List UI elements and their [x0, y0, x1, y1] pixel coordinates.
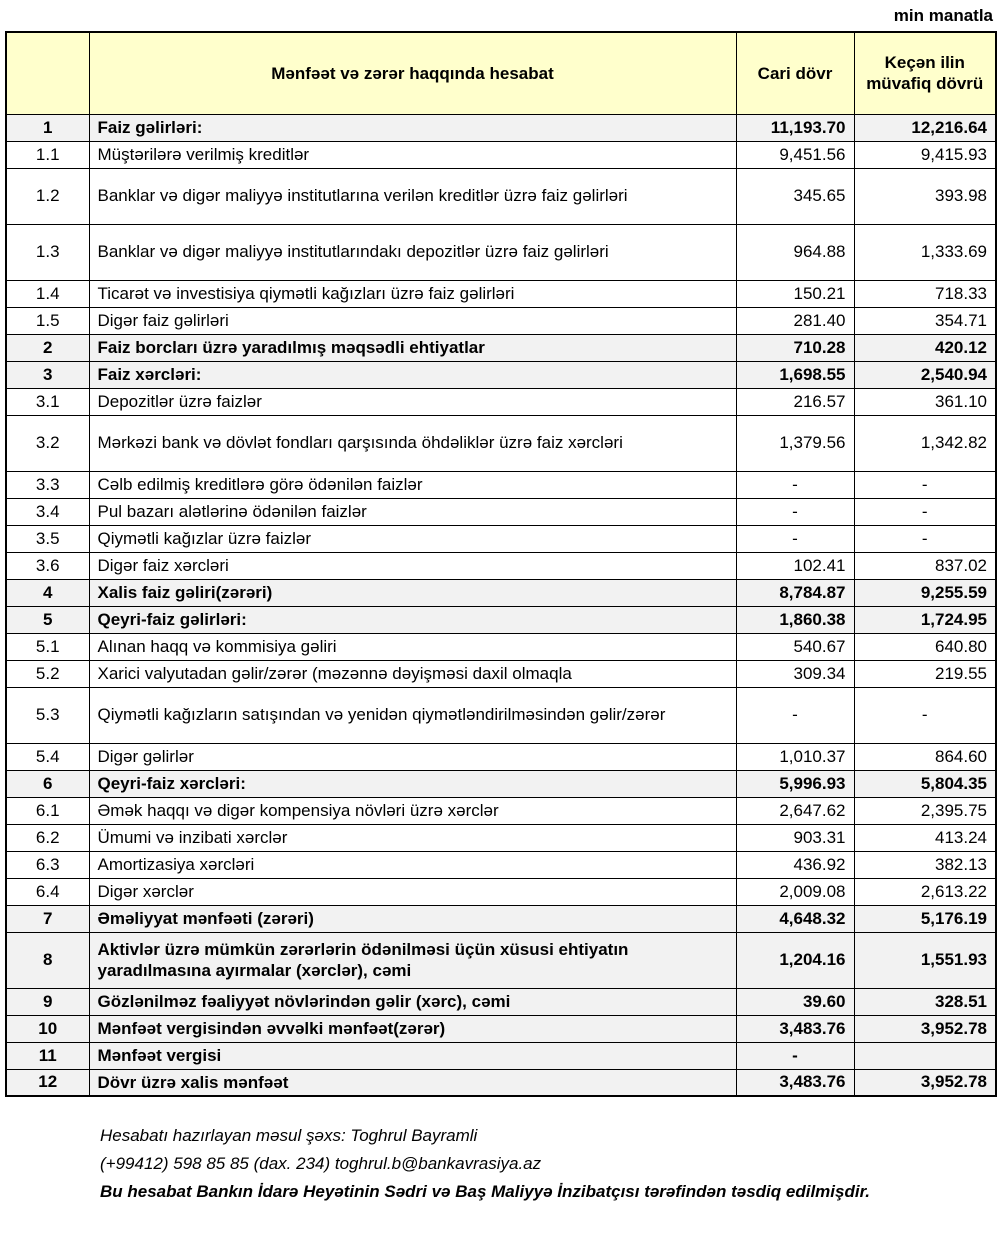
cell-previous: 3,952.78: [854, 1069, 996, 1096]
cell-current: -: [736, 687, 854, 743]
cell-label: Mənfəət vergisi: [89, 1042, 736, 1069]
cell-num: 6.1: [6, 797, 89, 824]
cell-label: Xarici valyutadan gəlir/zərər (məzənnə dəyişməsi daxil olmaqla: [89, 660, 736, 687]
table-row: [6, 878, 996, 905]
cell-previous: 2,540.94: [854, 361, 996, 388]
prepared-by-line: Hesabatı hazırlayan məsul şəxs: Toghrul Bayramli: [100, 1126, 478, 1145]
table-row: [6, 114, 996, 141]
cell-current: 3,483.76: [736, 1015, 854, 1042]
header-current-period: Cari dövr: [736, 32, 854, 114]
cell-label: Ümumi və inzibati xərclər: [89, 824, 736, 851]
cell-previous: 1,551.93: [854, 932, 996, 988]
cell-current: 309.34: [736, 660, 854, 687]
cell-label: Müştərilərə verilmiş kreditlər: [89, 141, 736, 168]
cell-label: Qeyri-faiz gəlirləri:: [89, 606, 736, 633]
contact-line: (+99412) 598 85 85 (dax. 234) toghrul.b@bankavrasiya.az: [100, 1154, 542, 1173]
table-row: [6, 498, 996, 525]
table-row: [6, 797, 996, 824]
approval-line: Bu hesabat Bankın İdarə Heyətinin Sədri və Baş Maliyyə İnzibatçısı tərəfindən təsdiq edilmişdir.: [100, 1182, 870, 1201]
cell-label: Qeyri-faiz xərcləri:: [89, 770, 736, 797]
table-row: [6, 1069, 996, 1096]
cell-current: 1,860.38: [736, 606, 854, 633]
table-row: [6, 606, 996, 633]
cell-label: Cəlb edilmiş kreditlərə görə ödənilən faizlər: [89, 471, 736, 498]
header-row: [6, 32, 996, 114]
cell-previous: -: [854, 498, 996, 525]
cell-num: 1.4: [6, 280, 89, 307]
cell-current: 2,009.08: [736, 878, 854, 905]
cell-num: 1.5: [6, 307, 89, 334]
cell-previous: 1,724.95: [854, 606, 996, 633]
table-row: [6, 687, 996, 743]
cell-current: 150.21: [736, 280, 854, 307]
cell-current: 345.65: [736, 168, 854, 224]
table-row: [6, 905, 996, 932]
cell-label: Alınan haqq və kommisiya gəliri: [89, 633, 736, 660]
cell-label: Dövr üzrə xalis mənfəət: [89, 1069, 736, 1096]
table-row: [6, 224, 996, 280]
table-row: [6, 988, 996, 1015]
cell-label: Mənfəət vergisindən əvvəlki mənfəət(zərər): [89, 1015, 736, 1042]
cell-label: Faiz gəlirləri:: [89, 114, 736, 141]
cell-current: 3,483.76: [736, 1069, 854, 1096]
cell-label: Qiymətli kağızlar üzrə faizlər: [89, 525, 736, 552]
cell-previous: 1,333.69: [854, 224, 996, 280]
cell-num: 3.6: [6, 552, 89, 579]
table-row: [6, 932, 996, 988]
table-row: [6, 552, 996, 579]
cell-num: 11: [6, 1042, 89, 1069]
cell-num: 2: [6, 334, 89, 361]
cell-num: 10: [6, 1015, 89, 1042]
cell-label: Faiz borcları üzrə yaradılmış məqsədli ehtiyatlar: [89, 334, 736, 361]
cell-current: 1,204.16: [736, 932, 854, 988]
cell-label: Qiymətli kağızların satışından və yenidən qiymətləndirilməsindən gəlir/zərər: [89, 687, 736, 743]
table-row: [6, 770, 996, 797]
cell-previous: 640.80: [854, 633, 996, 660]
cell-label: Ticarət və investisiya qiymətli kağızları üzrə faiz gəlirləri: [89, 280, 736, 307]
cell-previous: 9,415.93: [854, 141, 996, 168]
cell-previous: 328.51: [854, 988, 996, 1015]
cell-previous: [854, 1042, 996, 1069]
cell-current: 216.57: [736, 388, 854, 415]
cell-num: 5.3: [6, 687, 89, 743]
cell-label: Gözlənilməz fəaliyyət növlərindən gəlir (xərc), cəmi: [89, 988, 736, 1015]
cell-label: Digər faiz xərcləri: [89, 552, 736, 579]
cell-label: Banklar və digər maliyyə institutlarına verilən kreditlər üzrə faiz gəlirləri: [89, 168, 736, 224]
cell-num: 1.3: [6, 224, 89, 280]
cell-previous: 864.60: [854, 743, 996, 770]
cell-current: 1,379.56: [736, 415, 854, 471]
cell-label: Digər xərclər: [89, 878, 736, 905]
cell-num: 6.3: [6, 851, 89, 878]
table-row: [6, 525, 996, 552]
cell-num: 5.4: [6, 743, 89, 770]
table-row: [6, 851, 996, 878]
cell-num: 6: [6, 770, 89, 797]
cell-previous: 393.98: [854, 168, 996, 224]
cell-label: Faiz xərcləri:: [89, 361, 736, 388]
cell-label: Pul bazarı alətlərinə ödənilən faizlər: [89, 498, 736, 525]
table-row: [6, 1042, 996, 1069]
cell-previous: 361.10: [854, 388, 996, 415]
header-previous-period: Keçən ilin müvafiq dövrü: [854, 32, 996, 114]
cell-current: -: [736, 525, 854, 552]
cell-label: Digər faiz gəlirləri: [89, 307, 736, 334]
cell-num: 5.1: [6, 633, 89, 660]
cell-num: 3.4: [6, 498, 89, 525]
cell-current: 9,451.56: [736, 141, 854, 168]
cell-num: 5: [6, 606, 89, 633]
cell-label: Xalis faiz gəliri(zərəri): [89, 579, 736, 606]
table-row: [6, 579, 996, 606]
cell-num: 6.2: [6, 824, 89, 851]
cell-current: 11,193.70: [736, 114, 854, 141]
table-body: [6, 114, 996, 1096]
table-row: [6, 280, 996, 307]
cell-previous: 354.71: [854, 307, 996, 334]
cell-label: Depozitlər üzrə faizlər: [89, 388, 736, 415]
cell-previous: 1,342.82: [854, 415, 996, 471]
cell-current: 1,698.55: [736, 361, 854, 388]
table-row: [6, 307, 996, 334]
table-header: [6, 32, 996, 114]
table-row: [6, 361, 996, 388]
cell-num: 4: [6, 579, 89, 606]
cell-current: 903.31: [736, 824, 854, 851]
cell-previous: 2,395.75: [854, 797, 996, 824]
table-row: [6, 471, 996, 498]
cell-previous: -: [854, 525, 996, 552]
cell-label: Əmək haqqı və digər kompensiya növləri üzrə xərclər: [89, 797, 736, 824]
cell-num: 5.2: [6, 660, 89, 687]
cell-label: Aktivlər üzrə mümkün zərərlərin ödənilməsi üçün xüsusi ehtiyatın yaradılmasına ayırmalar (xərclər), cəmi: [89, 932, 736, 988]
cell-current: 1,010.37: [736, 743, 854, 770]
cell-num: 3.3: [6, 471, 89, 498]
cell-previous: 5,176.19: [854, 905, 996, 932]
cell-label: Digər gəlirlər: [89, 743, 736, 770]
cell-current: 4,648.32: [736, 905, 854, 932]
unit-label: min manatla: [893, 6, 993, 25]
cell-current: 540.67: [736, 633, 854, 660]
cell-previous: 837.02: [854, 552, 996, 579]
header-title: Mənfəət və zərər haqqında hesabat: [89, 32, 736, 114]
cell-label: Mərkəzi bank və dövlət fondları qarşısında öhdəliklər üzrə faiz xərcləri: [89, 415, 736, 471]
cell-previous: 2,613.22: [854, 878, 996, 905]
table-row: [6, 743, 996, 770]
header-num: [6, 32, 89, 114]
cell-num: 3.5: [6, 525, 89, 552]
cell-num: 1.1: [6, 141, 89, 168]
cell-num: 7: [6, 905, 89, 932]
cell-current: 436.92: [736, 851, 854, 878]
cell-num: 3.2: [6, 415, 89, 471]
table-row: [6, 334, 996, 361]
cell-current: 5,996.93: [736, 770, 854, 797]
cell-current: 39.60: [736, 988, 854, 1015]
cell-previous: 12,216.64: [854, 114, 996, 141]
cell-num: 3.1: [6, 388, 89, 415]
table-row: [6, 141, 996, 168]
cell-num: 8: [6, 932, 89, 988]
cell-label: Əməliyyat mənfəəti (zərəri): [89, 905, 736, 932]
cell-label: Banklar və digər maliyyə institutlarındakı depozitlər üzrə faiz gəlirləri: [89, 224, 736, 280]
cell-current: -: [736, 471, 854, 498]
cell-previous: 3,952.78: [854, 1015, 996, 1042]
income-statement-table: [5, 31, 997, 1097]
table-row: [6, 1015, 996, 1042]
table-row: [6, 824, 996, 851]
cell-num: 6.4: [6, 878, 89, 905]
table-row: [6, 660, 996, 687]
cell-num: 1.2: [6, 168, 89, 224]
cell-current: 964.88: [736, 224, 854, 280]
cell-num: 12: [6, 1069, 89, 1096]
cell-current: 2,647.62: [736, 797, 854, 824]
cell-num: 1: [6, 114, 89, 141]
cell-current: -: [736, 1042, 854, 1069]
table-row: [6, 415, 996, 471]
cell-previous: 413.24: [854, 824, 996, 851]
cell-current: 8,784.87: [736, 579, 854, 606]
cell-current: 710.28: [736, 334, 854, 361]
report-footer: [100, 1127, 995, 1200]
cell-previous: -: [854, 687, 996, 743]
table-row: [6, 633, 996, 660]
table-row: [6, 168, 996, 224]
cell-previous: 420.12: [854, 334, 996, 361]
cell-num: 9: [6, 988, 89, 1015]
cell-previous: 718.33: [854, 280, 996, 307]
cell-previous: 382.13: [854, 851, 996, 878]
cell-current: 102.41: [736, 552, 854, 579]
cell-previous: 9,255.59: [854, 579, 996, 606]
cell-num: 3: [6, 361, 89, 388]
cell-current: 281.40: [736, 307, 854, 334]
cell-previous: -: [854, 471, 996, 498]
cell-previous: 219.55: [854, 660, 996, 687]
table-row: [6, 388, 996, 415]
cell-label: Amortizasiya xərcləri: [89, 851, 736, 878]
cell-current: -: [736, 498, 854, 525]
cell-previous: 5,804.35: [854, 770, 996, 797]
